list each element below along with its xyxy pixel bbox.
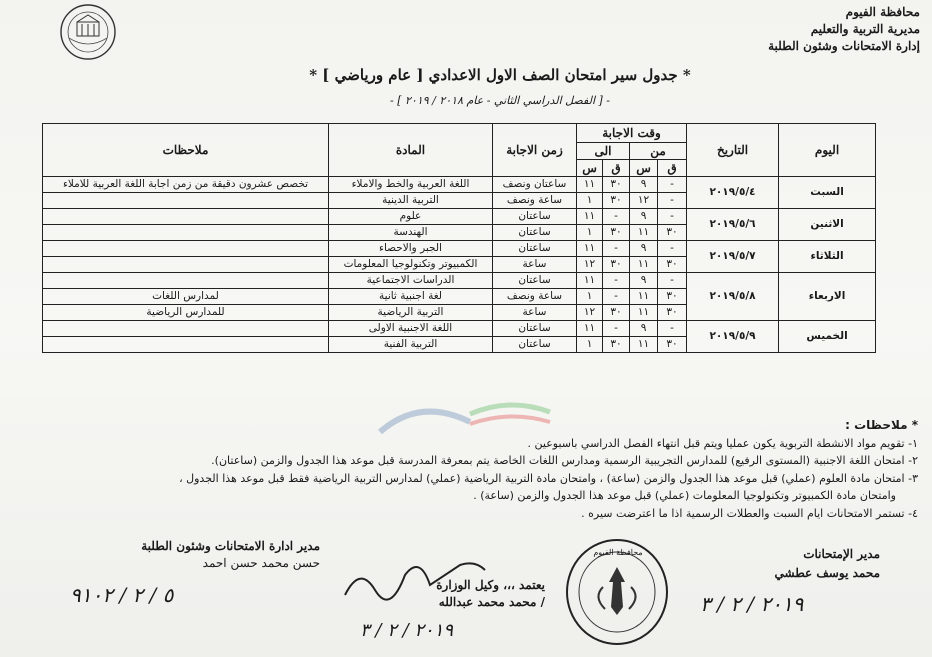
header-from: من [630,143,687,160]
header-block [768,4,920,55]
header-department: إدارة الامتحانات وشئون الطلبة [768,39,920,53]
from-q-cell: ٣٠ [658,337,687,353]
header-to: الى [577,143,630,160]
ministry-logo [55,2,121,62]
from-s-cell: ٩ [630,177,658,193]
remark-cell [43,337,329,353]
from-q-cell: - [658,209,687,225]
from-q-cell: - [658,177,687,193]
to-q-cell: - [603,273,630,289]
from-q-cell: ٣٠ [658,289,687,305]
from-q-cell: - [658,273,687,289]
from-s-cell: ٩ [630,321,658,337]
date-cell: ٢٠١٩/٥/٤ [687,177,779,209]
subject-cell: الدراسات الاجتماعية [329,273,493,289]
header-directorate: مديرية التربية والتعليم [810,22,920,36]
note-item: ٤- تستمر الامتحانات ايام السبت والعطلات الرسمية اذا ما اعترضت سيره . [581,506,918,520]
middle-signature-block [395,577,545,611]
to-q-cell: ٣٠ [603,305,630,321]
header-subject: المادة [329,124,493,177]
from-s-cell: ١١ [630,257,658,273]
subject-cell: الهندسة [329,225,493,241]
header-date: التاريخ [687,124,779,177]
duration-cell: ساعة [493,257,577,273]
to-q-cell: - [603,241,630,257]
duration-cell: ساعتان [493,209,577,225]
remark-cell [43,241,329,257]
remark-cell: لمدارس اللغات [43,289,329,305]
subject-cell: اللغة الاجنبية الاولى [329,321,493,337]
day-cell: السبت [779,177,876,209]
right-handwritten-date: ٢٠١٩ / ٢ / ٣ [700,592,804,616]
subject-cell: الكمبيوتر وتكنولوجيا المعلومات [329,257,493,273]
subject-cell: التربية الرياضية [329,305,493,321]
subject-cell: التربية الدينية [329,193,493,209]
header-remarks: ملاحظات [43,124,329,177]
header-from-q: ق [658,160,687,177]
header-from-s: س [630,160,658,177]
note-item: ١- تقويم مواد الانشطة التربوية يكون عمليا ويتم قبل انتهاء الفصل الدراسي باسبوعين . [527,436,918,450]
left-signature-block [80,538,320,572]
to-q-cell: ٣٠ [603,257,630,273]
to-s-cell: ١٢ [577,305,603,321]
remark-cell [43,225,329,241]
remark-cell: تخصص عشرون دقيقة من زمن اجابة اللغة العربية للاملاء [43,177,329,193]
from-s-cell: ١٢ [630,193,658,209]
duration-cell: ساعتان [493,225,577,241]
duration-cell: ساعة ونصف [493,289,577,305]
to-q-cell: - [603,289,630,305]
to-q-cell: - [603,321,630,337]
middle-handwritten-date: ٢٠١٩ / ٢ / ٣ [360,620,454,641]
date-cell: ٢٠١٩/٥/٨ [687,273,779,321]
from-q-cell: ٣٠ [658,257,687,273]
table-row [43,321,876,337]
middle-signature-approve: يعتمد ،،، وكيل الوزارة [436,578,545,592]
note-item: وامتحان مادة الكمبيوتر وتكنولوجيا المعلومات (عملي) قبل موعد هذا الجدول والزمن (ساعة) . [473,489,896,502]
notes-heading: * ملاحظات : [845,418,918,432]
duration-cell: ساعتان [493,321,577,337]
exam-table-body [43,177,876,353]
to-q-cell: - [603,209,630,225]
from-s-cell: ١١ [630,305,658,321]
stamp-text: محافظة الفيوم [593,548,643,557]
from-q-cell: ٣٠ [658,225,687,241]
header-to-q: ق [603,160,630,177]
remark-cell [43,193,329,209]
day-cell: الاربعاء [779,273,876,321]
to-s-cell: ١٢ [577,257,603,273]
duration-cell: ساعتان [493,337,577,353]
remark-cell: للمدارس الرياضية [43,305,329,321]
right-signature-block [720,545,880,583]
page-title: * جدول سير امتحان الصف الاول الاعدادي [ عام ورياضي ] * [309,66,691,84]
to-s-cell: ١ [577,337,603,353]
left-handwritten-date: ٥ / ٢ / ٩١٠٢ [70,583,174,607]
from-s-cell: ١١ [630,225,658,241]
note-item: ٣- امتحان مادة العلوم (عملي) قبل موعد هذا الجدول والزمن (ساعة) ، وامتحان مادة التربية الرياضية (عملي) لمدارس التربية الرياضية فقط قبل موعد هذا الجدول ، [179,471,918,485]
from-s-cell: ٩ [630,209,658,225]
table-row [43,241,876,257]
from-s-cell: ١١ [630,289,658,305]
date-cell: ٢٠١٩/٥/٩ [687,321,779,353]
page-subtitle: - [ الفصل الدراسي الثاني - عام ٢٠١٨ / ٢٠١٩ ] - [389,94,610,107]
note-item: ٢- امتحان اللغة الاجنبية (المستوى الرفيع) للمدارس التجريبية الرسمية ومدارس اللغات الخاصة يتم بمعرفة المدرسة قبل موعد هذا الجدول والزمن (ساعتان). [211,454,918,467]
header-duration: زمن الاجابة [493,124,577,177]
to-q-cell: ٣٠ [603,193,630,209]
exam-schedule-table [42,123,876,353]
subject-cell: التربية الفنية [329,337,493,353]
duration-cell: ساعة ونصف [493,193,577,209]
day-cell: الاثنين [779,209,876,241]
left-signature-name: حسن محمد حسن احمد [202,556,320,570]
to-s-cell: ١ [577,289,603,305]
date-cell: ٢٠١٩/٥/٧ [687,241,779,273]
table-row [43,273,876,289]
header-answer-time: وقت الاجابة [577,124,687,143]
remark-cell [43,257,329,273]
from-q-cell: - [658,241,687,257]
to-q-cell: ٣٠ [603,177,630,193]
duration-cell: ساعتان [493,241,577,257]
to-s-cell: ١١ [577,321,603,337]
duration-cell: ساعتان ونصف [493,177,577,193]
to-s-cell: ١ [577,225,603,241]
day-cell: الخميس [779,321,876,353]
subject-cell: لغة اجنبية ثانية [329,289,493,305]
to-s-cell: ١١ [577,177,603,193]
to-s-cell: ١ [577,193,603,209]
duration-cell: ساعتان [493,273,577,289]
subject-cell: اللغة العربية والخط والاملاء [329,177,493,193]
right-signature-title: مدير الإمتحانات [803,547,880,561]
from-q-cell: ٣٠ [658,305,687,321]
to-q-cell: ٣٠ [603,337,630,353]
day-cell: الثلاثاء [779,241,876,273]
to-s-cell: ١١ [577,273,603,289]
header-governorate: محافظة الفيوم [845,5,920,19]
header-day: اليوم [779,124,876,177]
right-signature-name: محمد يوسف عطشي [774,566,880,580]
remark-cell [43,209,329,225]
header-to-s: س [577,160,603,177]
notes-section [8,417,918,522]
from-s-cell: ٩ [630,273,658,289]
to-s-cell: ١١ [577,209,603,225]
subject-cell: الجبر والاحصاء [329,241,493,257]
from-q-cell: - [658,321,687,337]
remark-cell [43,321,329,337]
left-signature-title: مدير ادارة الامتحانات وشئون الطلبة [141,539,320,553]
table-row [43,177,876,193]
from-q-cell: - [658,193,687,209]
from-s-cell: ٩ [630,241,658,257]
from-s-cell: ١١ [630,337,658,353]
date-cell: ٢٠١٩/٥/٦ [687,209,779,241]
to-q-cell: ٣٠ [603,225,630,241]
subject-cell: علوم [329,209,493,225]
duration-cell: ساعة [493,305,577,321]
middle-signature-name: / محمد محمد عبدالله [438,595,545,609]
remark-cell [43,273,329,289]
to-s-cell: ١١ [577,241,603,257]
table-row [43,209,876,225]
